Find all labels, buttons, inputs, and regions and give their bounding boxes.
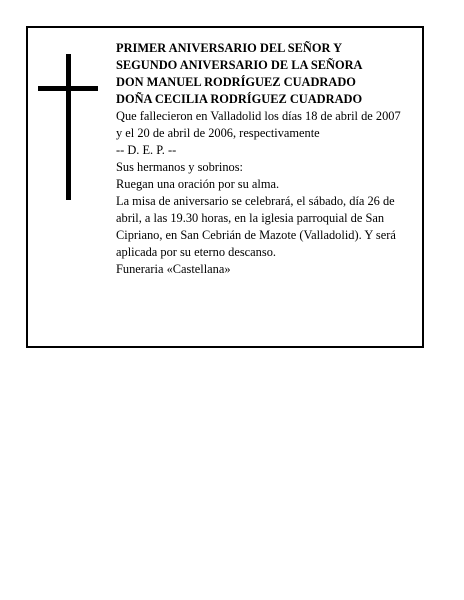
heading-line: PRIMER ANIVERSARIO DEL SEÑOR Y (116, 41, 343, 55)
heading-line: DOÑA CECILIA RODRÍGUEZ CUADRADO (116, 92, 363, 106)
cross-horizontal-bar (38, 86, 98, 91)
body-line: -- D. E. P. -- (116, 143, 177, 157)
latin-cross-icon (38, 54, 98, 200)
heading-line: DON MANUEL RODRÍGUEZ CUADRADO (116, 75, 356, 89)
body-line: Ruegan una oración por su alma. (116, 177, 280, 191)
obituary-notice (26, 26, 424, 348)
body-line: Sus hermanos y sobrinos: (116, 160, 244, 174)
notice-text (116, 40, 416, 278)
body-line: La misa de aniversario se celebrará, el sábado, día 26 de abril, a las 19.30 horas, en la iglesia parroquial de San Cipriano, en San Cebrián de Mazote (Valladolid). Y será aplicada por su eterno descanso. (116, 194, 396, 259)
body-line: Funeraria «Castellana» (116, 262, 231, 276)
cross-vertical-bar (66, 54, 71, 200)
body-line: Que fallecieron en Valladolid los días 18 de abril de 2007 (116, 109, 401, 123)
body-line: y el 20 de abril de 2006, respectivamente (116, 126, 320, 140)
heading-line: SEGUNDO ANIVERSARIO DE LA SEÑORA (116, 58, 363, 72)
